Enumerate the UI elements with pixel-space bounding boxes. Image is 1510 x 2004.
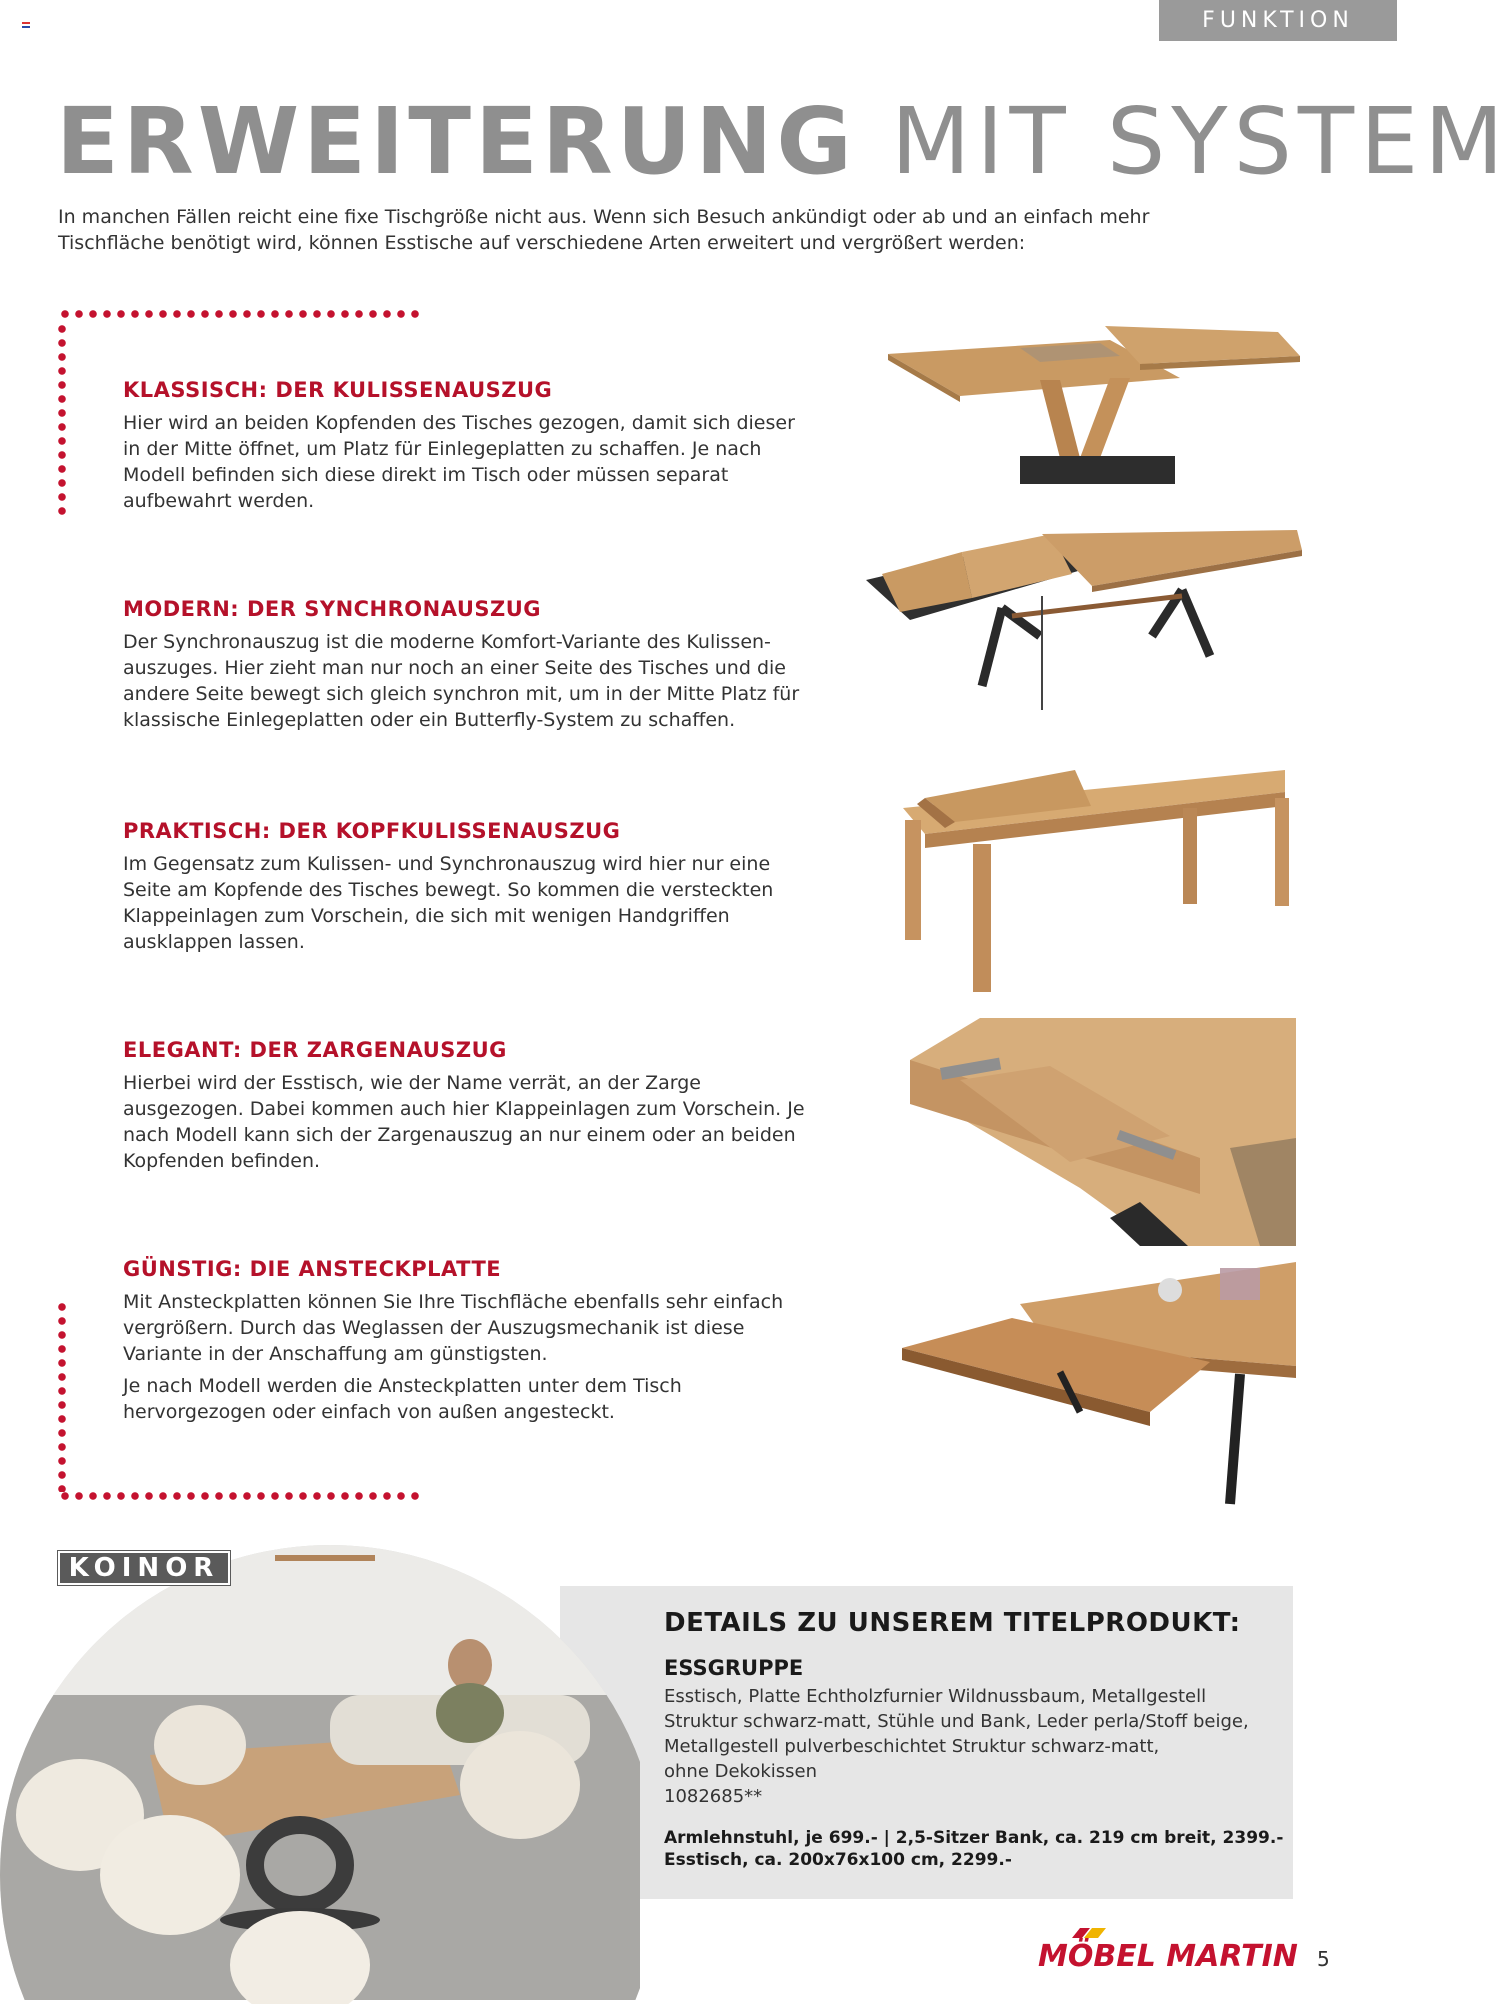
table-image-kulissenauszug	[880, 318, 1300, 498]
desc-line: Metallgestell pulverbeschichtet Struktur schwarz-matt,	[664, 1736, 1160, 1757]
title-light: MIT SYSTEM	[890, 88, 1510, 195]
section-tab: FUNKTION	[1159, 0, 1397, 41]
section-heading: KLASSISCH: DER KULISSENAUSZUG	[123, 378, 553, 402]
product-description	[664, 1684, 1284, 1809]
table-image-zargenauszug	[900, 1018, 1296, 1246]
product-details	[664, 1608, 1284, 1871]
intro-text: In manchen Fällen reicht eine fixe Tischgröße nicht aus. Wenn sich Besuch ankündigt oder ab und an einfach mehr Tischfläche benötigt wird, können Esstische auf verschiedene Arten erweitert und vergrößert werden:	[58, 206, 1150, 254]
section-synchronauszug	[123, 597, 813, 733]
section-ansteckplatte	[123, 1257, 813, 1425]
language-flag-icon[interactable]	[22, 22, 30, 28]
product-name: ESSGRUPPE	[664, 1656, 804, 1680]
section-text: Der Synchronauszug ist die moderne Komfort-Variante des Kulissen-auszuges. Hier zieht man nur noch an einer Seite des Tisches und die andere Seite bewegt sich gleich synchron mit, um in der Mitte Platz für klassische Einlegeplatten oder ein Butterfly-System zu schaffen.	[123, 631, 800, 731]
section-zargenauszug	[123, 1038, 813, 1174]
section-text: Mit Ansteckplatten können Sie Ihre Tischfläche ebenfalls sehr einfach vergrößern. Durch das Weglassen der Auszugsmechanik ist diese Variante in der Anschaffung am günstigsten.	[123, 1291, 784, 1365]
desc-line: Struktur schwarz-matt, Stühle und Bank, Leder perla/Stoff beige,	[664, 1711, 1249, 1732]
section-heading: GÜNSTIG: DIE ANSTECKPLATTE	[123, 1257, 502, 1281]
article-number: 1082685**	[664, 1786, 763, 1807]
price-line: Armlehnstuhl, je 699.- | 2,5-Sitzer Bank, ca. 219 cm breit, 2399.-	[664, 1828, 1284, 1848]
table-image-synchronauszug	[862, 516, 1312, 716]
price-line: Esstisch, ca. 200x76x100 cm, 2299.-	[664, 1850, 1012, 1870]
table-image-ansteckplatte	[900, 1262, 1296, 1504]
desc-line: ohne Dekokissen	[664, 1761, 818, 1782]
section-heading: MODERN: DER SYNCHRONAUSZUG	[123, 597, 542, 621]
section-kulissenauszug	[123, 378, 813, 514]
dotted-frame-top	[58, 310, 422, 318]
section-text: Im Gegensatz zum Kulissen- und Synchronauszug wird hier nur eine Seite am Kopfende des Tisches bewegt. So kommen die versteckten Klappeinlagen zum Vorschein, die sich mit wenigen Handgriffen ausklappen lassen.	[123, 853, 774, 953]
section-heading: ELEGANT: DER ZARGENAUSZUG	[123, 1038, 507, 1062]
section-heading: PRAKTISCH: DER KOPFKULISSENAUSZUG	[123, 819, 621, 843]
desc-line: Esstisch, Platte Echtholzfurnier Wildnussbaum, Metallgestell	[664, 1686, 1207, 1707]
section-text: Hierbei wird der Esstisch, wie der Name verrät, an der Zarge ausgezogen. Dabei kommen auch hier Klappeinlagen zum Vorschein. Je nach Modell kann sich der Zargenauszug an nur einem oder an beiden Kopfenden befinden.	[123, 1072, 805, 1172]
brand-label: KOINOR	[58, 1551, 230, 1585]
section-kopfkulissenauszug	[123, 819, 813, 955]
section-text: Hier wird an beiden Kopfenden des Tisches gezogen, damit sich dieser in der Mitte öffnet, um Platz für Einlegeplatten zu schaffen. Je nach Modell befinden sich diese direkt im Tisch oder müssen separat aufbewahrt werden.	[123, 412, 795, 512]
page-title	[56, 88, 1510, 195]
dotted-frame-bottom	[58, 1492, 422, 1500]
product-photo	[0, 1545, 640, 2000]
page-number: 5	[1317, 1947, 1330, 1971]
dotted-frame-left-bottom	[58, 1300, 66, 1492]
section-text: Je nach Modell werden die Ansteckplatten unter dem Tisch hervorgezogen oder einfach von außen angesteckt.	[123, 1375, 682, 1423]
moebel-martin-logo[interactable]	[1036, 1926, 1298, 1974]
details-heading: DETAILS ZU UNSEREM TITELPRODUKT:	[664, 1608, 1241, 1638]
logo-text: MÖBEL MARTIN	[1038, 1939, 1298, 1974]
product-prices	[664, 1827, 1284, 1871]
dotted-frame-left-top	[58, 322, 66, 518]
title-bold: ERWEITERUNG	[56, 88, 856, 195]
table-image-kopfkulissenauszug	[885, 748, 1295, 993]
